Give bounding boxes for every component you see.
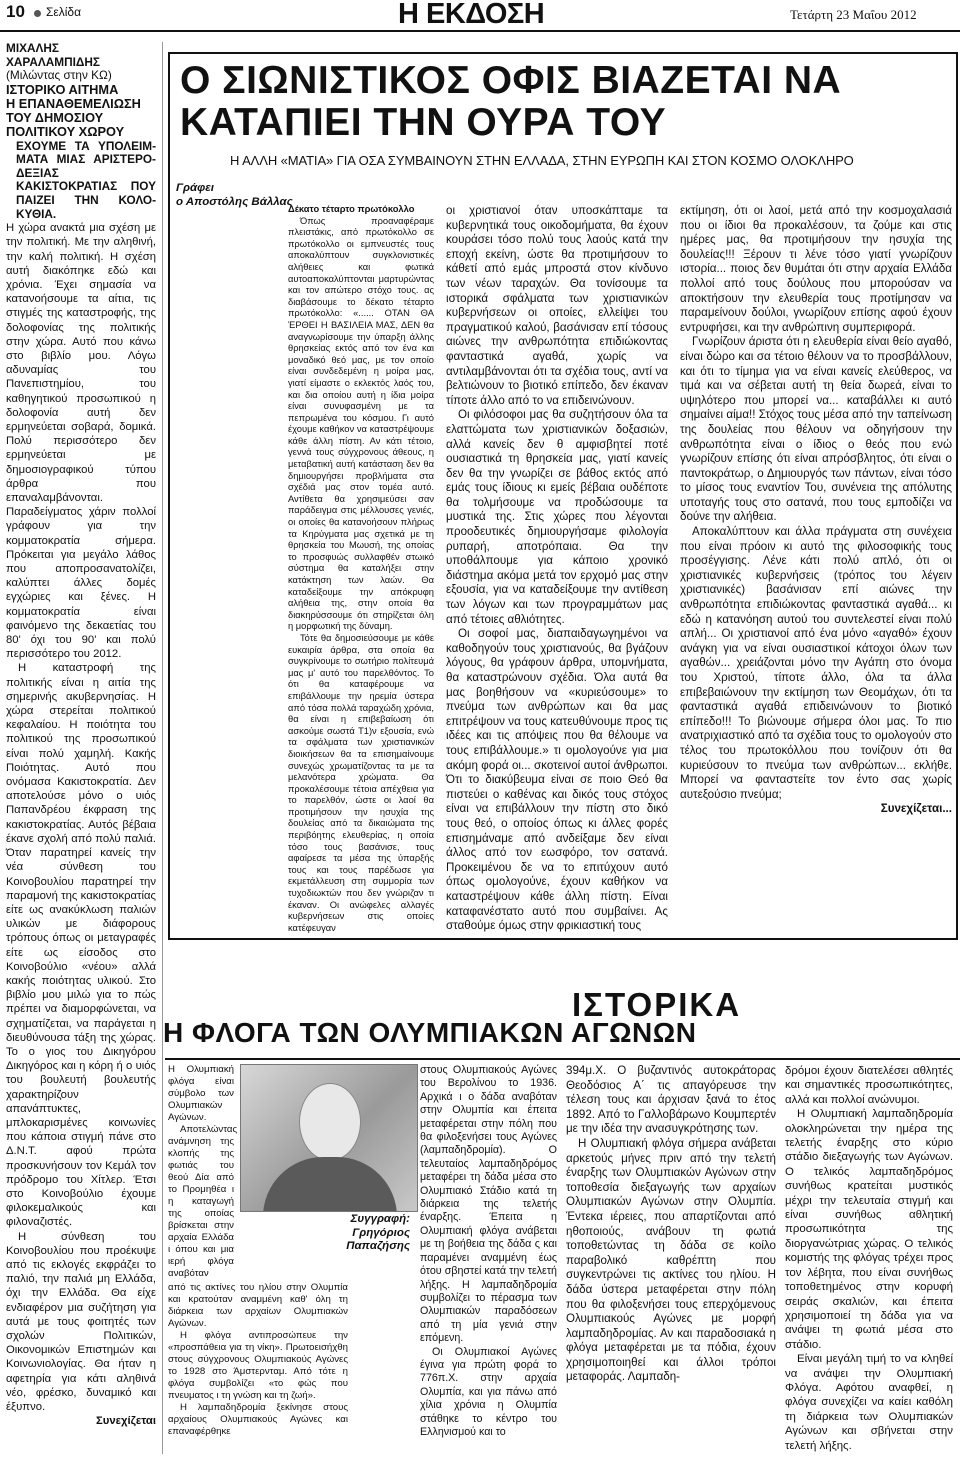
left-headline-line: ΜΙΧΑΛΗΣ — [6, 41, 59, 55]
newspaper-logo: Η ΕΚΔΟΣΗ — [398, 0, 545, 30]
continued-label: Συνεχίζεται... — [880, 802, 952, 816]
article-paragraph: Γνωρίζουν άριστα ότι η ελευθερία είναι θείο αγαθό, είναι δώρο και σα τέτοιο θέλουν να το προσβάλλουν, και ότι το τίμημα για να είναι κανείς ελεύθερος, να τιμά και να σέβεται αυτή τη θεία δωρεά, είναι το υψηλότερο που μπορεί να... καταβάλλει κι αυτό σημαίνει αίμα!! Στόχος τους μέσα από την ταπείνωση της δουλείας που θέλουν να οδηγήσουν την ανθρωπότητα είναι ο ίδιος ο θεός που ενώ γνωρίζουν επίσης ότι είναι απρόσβλητος, ότι είναι ο παντοκράτωρ, ο Δημιουργός των πάντων, είναι τόσο το μίσος τους εναντίον Του, συνένεια της απόλυτης υποταγής τους στο σατανά, που τους εμποδίζει να δούνε την αλήθεια. — [680, 335, 952, 524]
main-article-column-3 — [680, 204, 952, 817]
main-article-subtitle: Η ΑΛΛΗ «ΜΑΤΙΑ» ΓΙΑ ΟΣΑ ΣΥΜΒΑΙΝΟΥΝ ΣΤΗΝ ΕΛΛΑΔΑ, ΣΤΗΝ ΕΥΡΩΠΗ ΚΑΙ ΣΤΟΝ ΚΟΣΜΟ ΟΛΟΚΛΗΡΟ — [230, 153, 854, 168]
section-subheading: Δέκατο τέταρτο πρωτόκολλο — [288, 204, 415, 214]
issue-date: Τετάρτη 23 Μαΐου 2012 — [790, 7, 917, 22]
historika-column-2 — [420, 1064, 557, 1439]
article-paragraph: εκτίμηση, ότι οι λαοί, μετά από την κοσμοχαλασιά που οι ίδιοι θα προκαλέσουν, τα ζούμε και στις ημέρες μας, θα προτιμήσουν την ησυχία της δουλείας!!! Ξέρουν τι λένε τόσο γιατί γνωρίζουν ιστορία... ποιος δεν θυμάται ότι στην αρχαία Ελλάδα πολλοί από τους δούλους που μπορούσαν να αποκτήσουν την ελευθερία τους προτίμησαν να παραμείνουν δούλοι, γνωρίζουν επίσης αφού έχουν εντρυφήσει, και την ανθρώπινη συμπεριφορά. — [680, 204, 952, 334]
left-headline-line: ΠΟΛΙΤΙΚΟΥ ΧΩΡΟΥ — [6, 124, 125, 140]
article-paragraph: Αποκαλύπτουν και άλλα πράγματα στη συνέχεια που είναι πρόοιν κι αυτό της φιλοσοφικής τους προσέγγισης. Λένε κάτι πολύ απλό, ότι οι χριστιανικές κυβερνήσεις (τρόπος του λέγειν χριστιανικές) βασάνισαν επί αιώνες την ανθρωπότητα επιδιώκοντας φανταστικά αγαθά... κι εδώ η κατανόηση αυτού του συντελεστεί είναι πολύ απλή... Οι χριστιανοί από ένα μόνο «αγαθό» έχουν ανάγκη για να είναι ουσιαστικοί κάτοχοι όλων των αγαθών... χρειάζονται μόνο την Αγάπη στο όνομα του Χριστού, τίποτε άλλο, όλα τα άλλα επιβεβαιώνουν την εκτίμηση των Θεομάχων, ότι τα φανταστικά αγαθά επιδεινώνουν το βιοτικό επίπεδο!!! Το βιώνουμε σήμερα όλοι μας. Το πιο ανατριχιαστικό από τα σχέδια τους το ομολογούν στο τέλος του πρωτοκόλλου που τονίζουν ότι θα κυριεύσουν το πνεύμα των ανθρώπων... εκλήθε. Μπορεί να φανταστείτε τον έντο σας χωρίς αυτεξούσιο πνεύμα; — [680, 525, 952, 801]
caption-line: Συγγραφή: — [350, 1213, 410, 1225]
left-headline-line: ΙΣΤΟΡΙΚΟ ΑΙΤΗΜΑ — [6, 81, 119, 97]
left-paragraph: Η χώρα ανακτά μια σχέση με την πολιτική. Με την αληθινή, την καλή πολιτική. Η σχέση αυτή διακόπηκε εδώ και χρόνια. Έχει σημασία να κατανοήσουμε τα αίτια, τις στιγμές της καταστροφής, της δολοφονίας της πολιτικής στην χώρα. Αυτό που κάνω στο βιβλίο μου. Λόγω αδυναμίας του Πανεπιστημίου, του καθηγητικού προσωπικού η δολοφονία αυτή δεν ερμηνεύεται σοβαρά, δομικά. Πολύ περισσότερο δεν ερμηνεύεται με δημοσιογραφικού τύπου άρθρα που επαναλαμβάνονται. Παραδείγματος χάριν πολλοί γράφουν για την κομματοκρατία σήμερα. Πρόκειται για μεγάλο λάθος που αποπροσανατολίζει, καλύπτει άλλες δομές εγχώριες και ξένες. Η κομματοκρατία είναι φαινόμενο της δεκαετίας του 80' όχι του 90' και πολύ περισσότερο του 2012. — [6, 222, 156, 661]
portrait-head — [299, 1083, 361, 1161]
header-rule — [0, 30, 960, 32]
left-column-article — [6, 42, 156, 1428]
section-label-historika: ΙΣΤΟΡΙΚΑ — [572, 986, 742, 1023]
left-headline-line: ΕΧΟΥΜΕ ΤΑ ΥΠΟΛΕΙΜ-ΜΑΤΑ ΜΙΑΣ ΑΡΙΣΤΕΡΟ-ΔΕΞΙΑΣ ΚΑΚΙΣΤΟΚΡΑΤΙΑΣ ΠΟΥ ΠΑΙΖΕΙ ΤΗΝ ΚΟΛΟ-ΚΥΘΙΑ. — [16, 138, 156, 221]
historika-paragraph: στους Ολυμπιακούς Αγώνες του Βερολίνου το 1936. Αρχικά ι ο δάδα αναβόταν στην Ολυμπία και έπειτα μεταφέρεται στην πόλη που θα φιλοξενήσει τους Αγώνες (λαμπαδηδρομία). Ο τελευταίος λαμπαδηδρόμος μεταφέρει τη δάδα μέσα στο Ολυμπιακό Στάδιο κατά τη διάρκεια της τελετής έναρξης. Έπειτα η Ολυμπιακή φλόγα ανάβεται με τη βοήθεια της δάδα ς και παραμένει αναμμένη έως ότου σβηστεί κατά την τελετή λήξης. Η λαμπαδηδρομία συμβολίζει το πέρασμα των Ολυμπιακών παραδόσεων από τη μία γενιά στην επόμενη. — [420, 1064, 557, 1345]
photo-caption — [328, 1213, 410, 1254]
portrait-shoulders — [263, 1157, 397, 1212]
left-headline-line: ΧΑΡΑΛΑΜΠΙΔΗΣ — [6, 54, 100, 69]
article-paragraph: Τότε θα δημοσιεύσουμε με κάθε ευκαιρία άρθρα, στα οποία θα συγκρίνουμε το σωτήριο πολίτευμά μας μ' αυτό του παρελθόντος. Το ότι θα καταφέρουμε να επιβάλλουμε την ηρεμία ύστερα από τόσα πολλά ταραχώδη χρόνια, θα είναι η επιβεβαίωση ότι ασκούμε σωστά Τ1)ν εξουσία, ενώ τα σφάλματα των χριστιανικών διοικήσεων θα τα επισημαίνουμε συνεχώς χρωματίζοντας τα με τα μελανότερα χρώματα. Θα προκαλέσουμε τέτοια απέχθεια για το παρελθόν, ώστε οι λαοί θα προτιμήσουν την ησυχία της δουλείας από τα δικαιώματα της περιβόητης ελευθερίας, η οποία τόσο τους βασάνισε, τους αφαίρεσε τα μέσα της ύπαρξής τους και τους παρέδωσε για εκμετάλλευση στη συμμορία των τυχοδιωκτών που δεν γνώριζαν τι έκαναν. Οι ανώφελες αλλαγές κυβερνήσεων στις οποίες κατέφευγαν — [288, 632, 434, 933]
article-paragraph: οι χριστιανοί όταν υποσκάπταμε τα κυβερνητικά τους οικοδομήματα, θα έχουν κουράσει τόσο πολύ τους λαούς κατά την εποχή εκείνη, ώστε θα προτιμήσουν το κάθετί από εμάς μπροστά στον κίνδυνο των νέων ταραχών. Θα τονίσουμε τα ιστορικά σφάλματα των χριστιανικών κυβερνήσεων οι οποίες, ελλείψει του πραγματικού καλού, βασάνισαν επί τόσους αιώνες την ανθρωπότητα επιδιώκοντας φανταστικά αγαθά, χωρίς να αντιλαμβάνονται ότι τα σχέδια τους, αντί να βελτιώνουν το βιοτικό επίπεδο, δεν έκαναν τίποτε άλλο από το να επιδεινώνουν. — [446, 204, 668, 407]
byline — [176, 181, 293, 209]
historika-rule — [165, 1058, 960, 1060]
main-article-title: Ο ΣΙΩΝΙΣΤΙΚΟΣ ΟΦΙΣ ΒΙΑΖΕΤΑΙ ΝΑ ΚΑΤΑΠΙΕΙ ΤΗΝ ΟΥΡΑ ΤΟΥ — [180, 59, 842, 144]
historika-paragraph: 394μ.Χ. Ο βυζαντινός αυτοκράτορας Θεοδόσιος Α΄ τις απαγόρευσε την τέλεση τους και άρχισαν ξανά το έτος 1892. Από το Γαλλοβάρωνο Κουμπερτέν με την ιδέα την ανασυγκρότησης των. — [566, 1064, 776, 1136]
caption-line: Παπαζήσης — [346, 1240, 410, 1252]
left-paragraph: Η καταστροφή της πολιτικής είναι η αιτία της σημερινής ακυβερνησίας. Η χώρα στερείται πολιτικού κεφαλαίου. Η ποιότητα του πολιτικού της προσωπικού είναι πολύ χαμηλή. Κακής Ποιότητας. Αυτό που ονόμασα Κακιστοκρατία. Δεν αποτελούσε μόνο ο υιός Παπανδρέου έκφραση της κακιστοκρατίας. Αυτός βέβαια έκανε σχολή από πολύ παλιά. Όταν παρατηρεί κανείς την νέα σύνθεση του Κοινοβουλίου παρατηρεί την παραμονή της κακιστοκρατίας είτε ως ανακύκλωση παλιών υλικών με διάφορους τρόπους όπως οι μεταγραφές είτε ως είσοδος στο Κοινοβούλιο «νέου» αλλά κακής ποιότητας υλικού. Στο βιβλίο μου μιλώ για το πώς πρέπει να διαμορφώνεται, να σχηματίζεται, να παράγεται η διευθύνουσα τάξη της χώρας. Το ο γιος του Δικηγόρου Δικηγόρος και η κόρη ή ο υιός του βουλευτή βουλευτής χαρακτηρίζουν απανάπτυκτες, μπλοκαρισμένες κοινωνίες που κάποια στιγμή πάνε στο Δ.Ν.Τ. αφού πρώτα προσκυνήσουν τον Κεμάλ τον πρόδρομο του Χίτλερ. Έτσι στο Κοινοβούλιο έχουμε φιλοκεμαλικούς και φιλοναζιστές. — [6, 662, 156, 1229]
historika-paragraph: από τις ακτίνες του ηλίου στην Ολυμπία και κρατούταν αναμμένη καθ' όλη τη διάρκεια των αρχαίων Ολυμπιακών Αγώνων. — [168, 1282, 348, 1329]
historika-column-3 — [566, 1064, 776, 1385]
main-article-column-2 — [446, 204, 668, 934]
byline-label: Γράφει — [176, 182, 214, 194]
caption-line: Γρηγόριος — [352, 1226, 410, 1239]
historika-paragraph: Η Ολυμπιακή φλόγα είναι σύμβολο των Ολυμπιακών Αγώνων. — [168, 1064, 234, 1123]
left-paragraph: Η σύνθεση του Κοινοβουλίου που προέκυψε από τις εκλογές εκφράζει το παλιό, την παλιά μη Ελλάδα, όχι την Ελλάδα. Θα είχε ενδιαφέρον μια συζήτηση για αυτά με τους φοιτητές των σχολών Πολιτικών, Οικονομικών Επιστημών και Κοινωνιολογίας. Θα ήταν η αφετηρία για κάτι αληθινά νέο, φρέσκο, δυναμικό και έξυπνο. — [6, 1230, 156, 1414]
historika-column-4 — [785, 1064, 953, 1453]
article-paragraph: Οι σοφοί μας, διαπαιδαγωγημένοι να καθοδηγούν τους χριστιανούς, θα βγάζουν λόγους, θα γράφουν άρθρα, υπομνήματα, θα καταστρώνουν σχέδια. Όλα αυτά θα μας βοηθήσουν να «κυριεύσουμε» το πνεύμα των ανθρώπων και θα μας επιτρέψουν να τους κατευθύνουμε προς τις ιδέες και τις απόψεις που θα θέλουμε να τους επιβάλλουμε.» τι ομολογούνε για μια ακόμη φορά οι... σκοτεινοί αυτοί άνθρωποι. Ότι το διακύβευμα είναι σε ποιο Θεό θα πιστεύει ο καθένας και δικός τους στόχος είναι να επιβάλλουν την πίστη στο δικό τους θεό, ο οποίος όπως κι άλλες φορές επισημάναμε από ανδείξαμε δεν είναι άλλος από τον εωσφόρο, τον σατανά. Προκειμένου δε να το επιτύχουν αυτό όπως ομολογούνε, έχουν καθήκον να καταστρέψουν κάθε άλλη πίστη. Είναι καταφανέστατο αυτό που συμβαίνει. Ας σταθούμε όμως στην φρικιαστική τους — [446, 627, 668, 933]
left-headline-line: Η ΕΠΑΝΑΘΕΜΕΛΙΩΣΗ — [6, 95, 141, 111]
column-rule — [162, 42, 163, 1454]
historika-paragraph: Η φλόγα αντιπροσώπευε την «προσπάθεια για τη νίκη». Πρωτοεισήχθη στους σύγχρονους Ολυμπιακούς Αγώνες το 1928 στο Άμστερνταμ. Από τότε η φλόγα συμβολίζει «το φώς που πνευματος ι τη γνώση και τη ζωή». — [168, 1330, 348, 1401]
historika-title: Η ΦΛΟΓΑ ΤΩΝ ΟΛΥΜΠΙΑΚΩΝ ΑΓΩΝΩΝ — [163, 1017, 697, 1048]
historika-paragraph: Η Ολυμπιακή φλόγα σήμερα ανάβεται αρκετούς μήνες πριν από την τελετή έναρξης των Ολυμπιακών Αγώνων στην τοποθεσία διεξαγωγής των αρχαίων Ολυμπιακών Αγώνων στην Ολυμπία. Έντεκα ιέρειες, που απαρτίζονται από ηθοποιούς, ανάβουν τη φωτιά τοποθετώντας τη δάδα σε κοίλο παραβολικό καθρέπτη που συγκεντρώνει τις ακτίνες του ηλίου. Η δάδα ύστερα μεταφέρεται στην πόλη που θα φιλοξενήσει τους επερχόμενους Ολυμπιακούς Αγώνες με μορφή λαμπαδηδρομίας. Αν και παραδοσιακά η φλόγα μεταφέρεται με τα πόδια, έχουν χρησιμοποιηθεί και άλλοι τρόποι μεταφοράς. Λαμπαδη- — [566, 1136, 776, 1384]
left-headline-line: ΤΟΥ ΔΗΜΟΣΙΟΥ — [6, 110, 104, 126]
historika-paragraph: δρόμοι έχουν διατελέσει αθλητές και σημαντικές προσωπικότητες, αλλά και πολλοί ανώνυμοι. — [785, 1065, 953, 1106]
historika-paragraph: Οι Ολυμπιακοί Αγώνες έγινα για πρώτη φορά το 776π.Χ. στην αρχαία Ολυμπία, και για πάνω από χίλια χρόνια η Ολυμπία στάθηκε το κέντρο του Ελληνισμού και το — [420, 1345, 557, 1438]
historika-paragraph: Η Ολυμπιακή λαμπαδηδρομία ολοκληρώνεται την ημέρα της τελετής έναρξης στο κύριο στάδιο διεξαγωγής των Αγώνων. Ο τελικός λαμπαδηδρόμος συνήθως κρατείται μυστικός μέχρι την τελευταία στιγμή και είναι συνήθως αθλητική προσωπικότητα της διοργανώτριας χώρας. Ο τελικός κομιστής της φλόγας τρέχει προς τον λέβητα, που είναι συνήθως τοποθετημένος στην κορυφή σειράς σκαλιών, και έπειτα χρησιμοποιεί τη δάδα για να ανάψει τη φωτιά μέσα στο στάδιο. — [785, 1108, 953, 1351]
author-photo — [240, 1064, 418, 1212]
left-headline-line: (Μιλώντας στην ΚΩ) — [6, 68, 112, 83]
page-number: 10 — [6, 2, 25, 21]
historika-paragraph: Αποτελώντας ανάμνηση της κλοπής της φωτιάς του θεού Δία από το Προμηθέα ι η καταγωγή της οποίας βρίσκεται στην αρχαία Ελλάδα ι όπου και μια ιερή φλόγα αναβόταν — [168, 1124, 238, 1279]
historika-paragraph: Η λαμπαδηδρομία ξεκίνησε στους αρχαίους Ολυμπιακούς Αγώνες και επαναφέρθηκε — [168, 1402, 348, 1437]
article-paragraph: Οι φιλόσοφοι μας θα συζητήσουν όλα τα ελαττώματα των χριστιανικών δοξασιών, αλλά κανείς δεν θ αμφισβητεί ποτέ ουσιαστικά τη θρησκεία μας, γιατί κανείς δεν θα την γνωρίζει σε βάθος εκτός από εμάς τους ίδιους κι εμείς βέβαια ουδέποτε θα τολμήσουμε να προδώσουμε τα μυστικά της. Στις χώρες που λέγονται προοδευτικές δημιουργήσαμε φιλολογία ρυπαρή, αποτρόπαια. Θα την υποθάλπουμε για κάποιο χρονικό διάστημα ακόμα μετά τον ερχομό μας στην εξουσία, για να καταδείξουμε την αντίθεση των λόγων και των προγραμμάτων μας από τέτοιες αθλιότητες. — [446, 408, 668, 626]
article-paragraph: Όπως προαναφέραμε πλειστάκις, από πρωτόκολλο σε πρωτόκολλο οι εμπνευστές τους αποκαλύπτουν συγκλονιστικές αλήθειες και φωτικά αυτοαποκαλύπτονται μαρτυρώντας και τον απώτερο στόχο τους. ας διαβάσουμε το δέκατο τέταρτο πρωτόκολλο: «...... ΟΤΑΝ ΘΑ ΈΡΘΕΙ Η ΒΑΣΙΛΕΙΑ ΜΑΣ, ΔΕΝ θα αναγνωρίσουμε την ύπαρξη άλλης θρησκείας εκτός από τον ένα και μοναδικό θεό μας, με τον οποίο είναι συνδεδεμένη η μοίρα μας, γιατί είμαστε ο εκλεκτός λαός του, και δια οποίου αυτή η ίδια μοίρα είναι συνυφασμένη με τα πεπρωμένα του κόσμου. Γι αυτό έχουμε καθήκον να καταστρέψουμε κάθε άλλη πίστη. Αν κάτι τέτοιο, γεννά τους σύγχρονους άθεους, η μεταβατική αυτή κατάσταση δεν θα δημιουργήσει προβλήματα στα σχέδιά μας στον τομέα αυτό. Αντίθετα θα χρησιμεύσει σαν παράδειγμα στις μέλλουσες γενιές, οι οποίες θα κατανοήσουν πλήρως τα Κηρύγματα μας σχετικά με τη θρησκεία του Μωυσή, της οποίας το προσφυώς συλλαφθέν στωικό σύστημα θα καταλήξει στην κατάκτηση των λαών. Θα καταδείξουμε την απόκρυφη αλήθεια της, στην οποία θα διακηρύσσουμε ότι στηρίζεται όλη η μορφωτική της δύναμη. — [288, 215, 434, 632]
continued-label: Συνεχίζεται — [95, 1415, 156, 1428]
historika-paragraph: Είναι μεγάλη τιμή το να κληθεί να ανάψει την Ολυμπιακή Φλόγα. Αφότου αναφθεί, η φλόγα συνεχίζει να καίει καθόλη τη διάρκεια των Ολυμπιακών Αγώνων και σβήνεται στην τελετή λήξης. — [785, 1353, 953, 1452]
page-label: Σελίδα — [46, 5, 82, 19]
main-article-column-1 — [288, 204, 434, 934]
byline-author: ο Αποστόλης Βάλλας — [176, 196, 293, 208]
bullet-dot-icon — [34, 10, 41, 17]
